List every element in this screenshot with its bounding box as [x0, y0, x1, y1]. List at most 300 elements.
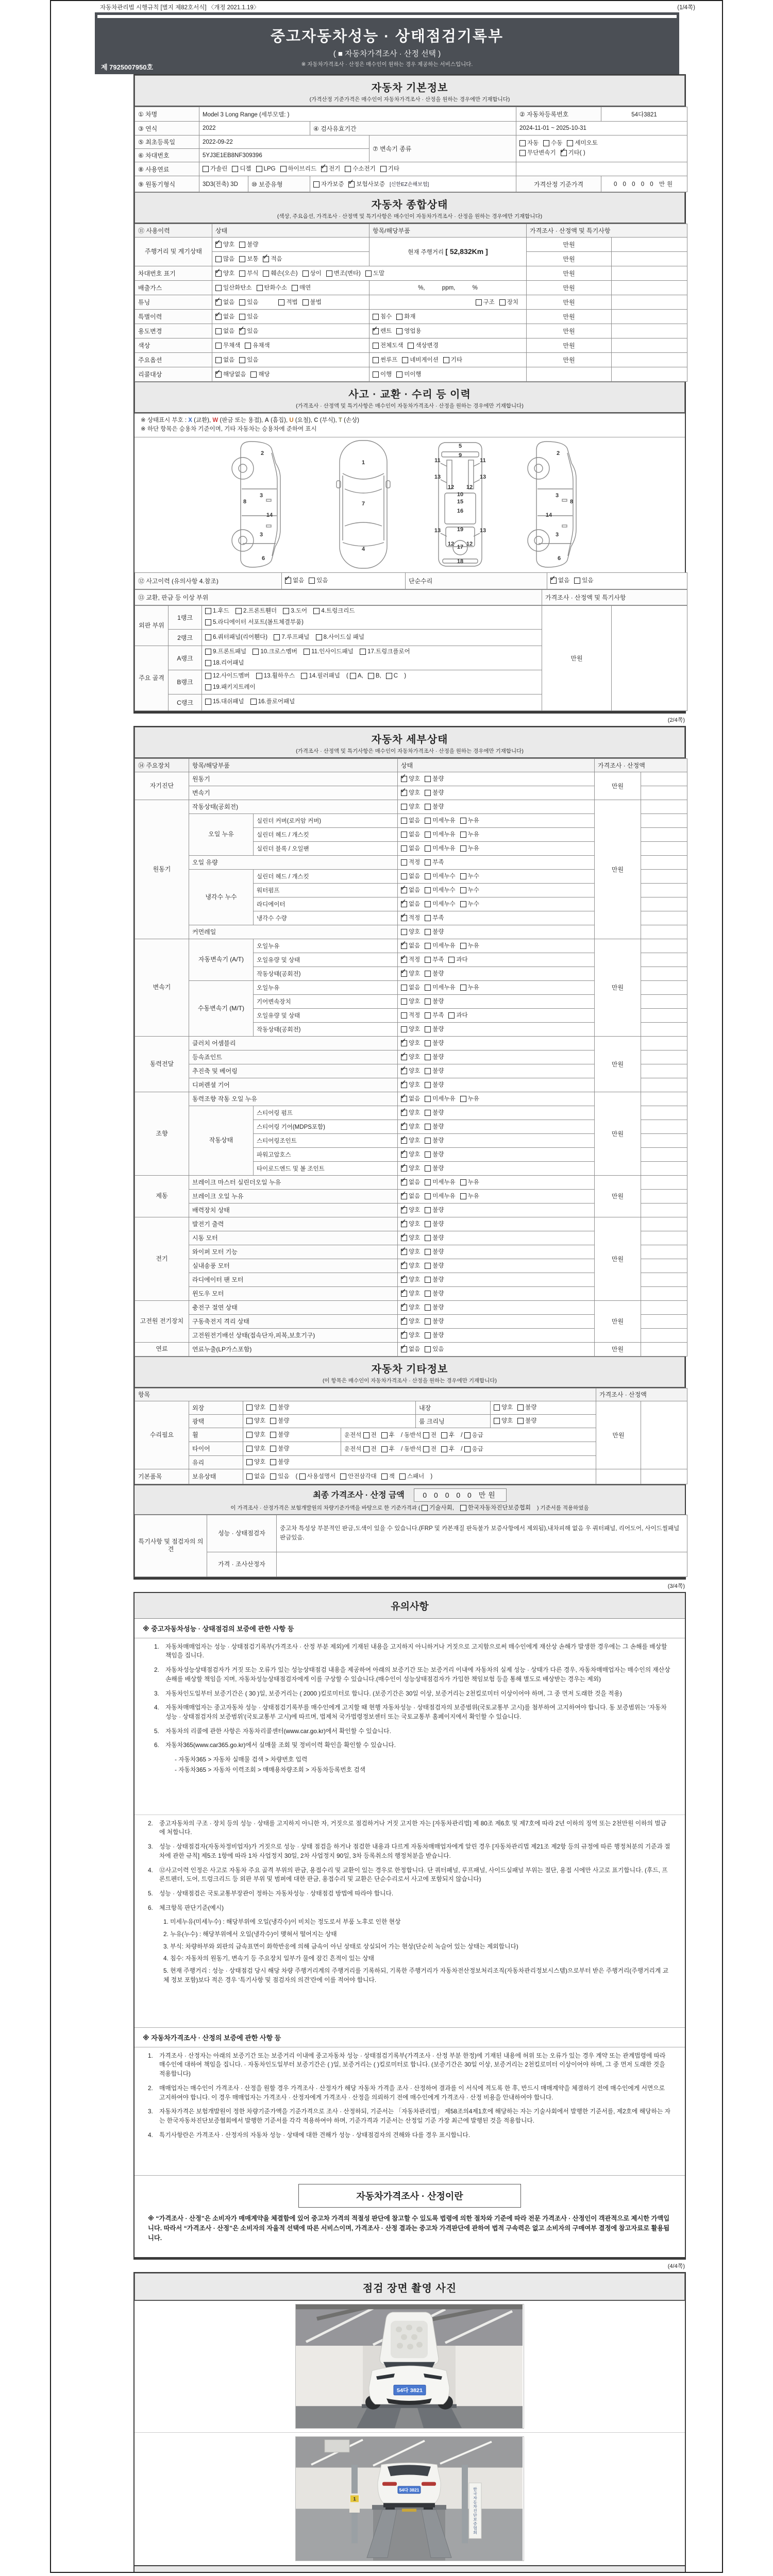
- checkbox-box: [425, 1221, 431, 1227]
- checkbox-19.패키지트레이[interactable]: [205, 684, 256, 691]
- td-element: [641, 1106, 687, 1120]
- checkbox-매연[interactable]: [292, 284, 311, 292]
- checkbox-적음[interactable]: [263, 256, 282, 263]
- checkbox-전[interactable]: [363, 1446, 377, 1453]
- checkbox-미세누수[interactable]: [425, 901, 455, 908]
- td-element: [398, 1036, 595, 1050]
- td-element: 스티어링 펌프: [254, 1106, 398, 1120]
- checkbox-과다[interactable]: [448, 956, 467, 963]
- checkbox-양호[interactable]: [401, 1290, 420, 1297]
- checkbox-양호[interactable]: [401, 803, 420, 810]
- checkbox-6.쿼터패널(리어휀다)[interactable]: [205, 634, 267, 641]
- checkbox-양호[interactable]: [401, 998, 420, 1005]
- checkbox-누유[interactable]: [460, 831, 479, 838]
- checkbox-label: 미세누수: [432, 887, 456, 893]
- checkbox-누수[interactable]: [460, 887, 479, 894]
- section-subtitle: (가격조사 · 산정액 및 특기사항은 매수인이 자동차가격조사 · 산정을 원하는 경우에만 기재합니다): [296, 403, 524, 409]
- tr-element: [135, 1217, 687, 1231]
- checkbox-양호[interactable]: [401, 1276, 420, 1283]
- checkbox-없음[interactable]: [215, 313, 234, 320]
- checkbox-미세누유[interactable]: [425, 1179, 455, 1186]
- td-element: [641, 855, 687, 869]
- checkbox-없음[interactable]: [246, 1473, 265, 1480]
- checkbox-잭[interactable]: [381, 1473, 395, 1480]
- checkbox-없음[interactable]: [401, 1346, 420, 1353]
- tbody-element: [135, 1515, 687, 1577]
- td-element: [398, 1300, 595, 1314]
- checkbox-불량[interactable]: [425, 1290, 444, 1297]
- td-element: 만원: [595, 1175, 641, 1217]
- tspan-element: 자: [473, 2495, 477, 2500]
- td-element: 브레이크 오일 누유: [189, 1189, 398, 1203]
- checkbox-있음[interactable]: [425, 1346, 444, 1353]
- checkbox-없음[interactable]: [215, 357, 234, 364]
- checkbox-도말[interactable]: [365, 270, 384, 277]
- checkbox-불량[interactable]: [425, 1276, 444, 1283]
- checkbox-12.사이드멤버[interactable]: [205, 672, 250, 680]
- td-element: [547, 572, 687, 589]
- checkbox-이행[interactable]: [373, 371, 392, 378]
- td-element: [612, 252, 687, 266]
- checkbox-양호[interactable]: [401, 1234, 420, 1242]
- checkbox-box: [350, 673, 356, 679]
- checkbox-양호[interactable]: [401, 1221, 420, 1228]
- tr-element: [135, 939, 687, 953]
- td-element: [202, 605, 542, 630]
- checkbox-색상변경[interactable]: [408, 342, 438, 349]
- line-element: [474, 463, 480, 466]
- checkbox-불량[interactable]: [270, 1445, 289, 1452]
- td-element: [212, 295, 369, 310]
- checkbox-불량[interactable]: [425, 789, 444, 796]
- checkbox-네비게이션[interactable]: [402, 357, 439, 364]
- checkbox-불량[interactable]: [425, 1067, 444, 1075]
- checkbox-디젤[interactable]: [232, 165, 251, 173]
- rect-element: [386, 481, 390, 488]
- td-element: [398, 1161, 595, 1175]
- checkbox-없음[interactable]: [401, 1095, 420, 1103]
- checkbox-양호[interactable]: [246, 1431, 265, 1438]
- td-element: [641, 1286, 687, 1300]
- checkbox-영업용[interactable]: [396, 328, 421, 335]
- checkbox-양호[interactable]: [246, 1404, 265, 1411]
- checkbox-4.트렁크리드[interactable]: [313, 607, 355, 615]
- td-element: [398, 1064, 595, 1078]
- checkbox-양호[interactable]: [401, 1109, 420, 1116]
- panel-number-5: 5: [458, 443, 462, 449]
- checkbox-label: 미세누수: [432, 873, 456, 879]
- checkbox-box: [494, 1418, 500, 1424]
- checkbox-불량[interactable]: [425, 970, 444, 977]
- checkbox-label: 렌트: [380, 328, 392, 334]
- checkbox-보통[interactable]: [239, 256, 258, 263]
- checkbox-box: [401, 1221, 407, 1227]
- checkbox-후[interactable]: [381, 1446, 395, 1453]
- checkbox-불량[interactable]: [425, 1040, 444, 1047]
- checkbox-후[interactable]: [441, 1432, 455, 1439]
- td-element: [398, 1328, 595, 1342]
- page-marker-2: (2/4쪽): [667, 717, 685, 723]
- checkbox-양호[interactable]: [215, 241, 234, 248]
- notice-item: [148, 1904, 671, 1913]
- checkbox-18.리어패널[interactable]: [205, 659, 244, 667]
- checkbox-전체도색[interactable]: [373, 342, 403, 349]
- checkbox-양호[interactable]: [401, 1123, 420, 1130]
- path-element: [272, 453, 277, 556]
- page-marker-1: (1/4쪽): [677, 5, 695, 11]
- checkbox-label: 과다: [456, 956, 468, 963]
- checkbox-하이브리드[interactable]: [280, 165, 317, 173]
- checkbox-불량[interactable]: [425, 928, 444, 936]
- checkbox-box: [425, 1179, 431, 1185]
- checkbox-안전삼각대[interactable]: [340, 1473, 377, 1480]
- checkbox-많음[interactable]: [215, 256, 234, 263]
- checkbox-있음[interactable]: [239, 357, 258, 364]
- checkbox-15.대쉬패널[interactable]: [205, 698, 244, 705]
- checkbox-없음[interactable]: [401, 817, 420, 824]
- checkbox-불량[interactable]: [425, 1262, 444, 1269]
- td-element: [369, 310, 527, 324]
- checkbox-label: 양호: [409, 1081, 421, 1088]
- checkbox-화재[interactable]: [396, 313, 415, 320]
- checkbox-있음[interactable]: [309, 577, 328, 584]
- checkbox-box: [239, 242, 245, 248]
- checkbox-불량[interactable]: [239, 241, 258, 248]
- checkbox-전[interactable]: [363, 1432, 377, 1439]
- checkbox-불량[interactable]: [425, 1026, 444, 1033]
- checkbox-불량[interactable]: [425, 1304, 444, 1311]
- span-element: 3. 부식: 차량하부와 외판의 금속표면이 화학반응에 의해 금속이 아닌 상태로 상실되어 가는 현상(단순히 녹슬어 있는 상태는 제외합니다): [163, 1942, 518, 1950]
- checkbox-스패너[interactable]: [399, 1473, 424, 1480]
- checkbox-label: 양호: [409, 970, 421, 977]
- checkbox-가솔린[interactable]: [203, 165, 227, 173]
- checkbox-box: [205, 673, 211, 679]
- checkbox-label: 한국자동차진단보증협회: [467, 1504, 531, 1511]
- checkbox-부족[interactable]: [425, 859, 444, 866]
- checkbox-없음[interactable]: [401, 942, 420, 950]
- checkbox-불량[interactable]: [270, 1417, 289, 1425]
- td-element: [641, 1328, 687, 1342]
- checkbox-label: 응급: [472, 1446, 483, 1452]
- checkbox-양호[interactable]: [246, 1445, 265, 1452]
- checkbox-양호[interactable]: [401, 1207, 420, 1214]
- checkbox-B,[interactable]: [368, 672, 381, 680]
- checkbox-없음[interactable]: [401, 831, 420, 838]
- checkbox-후[interactable]: [441, 1446, 455, 1453]
- checkbox-자동[interactable]: [519, 140, 539, 147]
- checkbox-적정[interactable]: [401, 956, 420, 963]
- checkbox-구조[interactable]: [476, 299, 495, 306]
- checkbox-자가보증[interactable]: [313, 181, 344, 188]
- checkbox-label: 양호: [409, 789, 421, 796]
- checkbox-기타( )[interactable]: [561, 149, 585, 157]
- td-element: 만원: [527, 281, 612, 295]
- checkbox-13.휠하우스[interactable]: [256, 672, 295, 680]
- checkbox-box: [270, 1404, 276, 1411]
- checkbox-부족[interactable]: [425, 956, 444, 963]
- checkbox-양호[interactable]: [215, 270, 234, 277]
- checkbox-양호[interactable]: [401, 1248, 420, 1256]
- checkbox-label: 부족: [432, 914, 444, 921]
- checkbox-양호[interactable]: [401, 970, 420, 977]
- checkbox-양호[interactable]: [401, 1026, 420, 1033]
- checkbox-label: 불량: [432, 928, 444, 935]
- checkbox-양호[interactable]: [401, 1040, 420, 1047]
- checkbox-양호[interactable]: [401, 1081, 420, 1089]
- checkbox-LPG[interactable]: [256, 165, 276, 173]
- checkbox-C[interactable]: [386, 672, 398, 680]
- checkbox-label: 불량: [432, 1276, 444, 1283]
- tr-element: [135, 1388, 687, 1401]
- panel-number-1: 1: [361, 459, 365, 466]
- checkbox-부식[interactable]: [239, 270, 258, 277]
- checkbox-누유[interactable]: [460, 817, 479, 824]
- checkbox-기타[interactable]: [443, 357, 462, 364]
- checkbox-미세누유[interactable]: [425, 817, 455, 824]
- panel-number-12: 12: [466, 484, 473, 490]
- td-element: [369, 367, 527, 382]
- checkbox-불법[interactable]: [303, 299, 322, 306]
- checkbox-label: 누수: [467, 873, 479, 879]
- checkbox-사용설명서[interactable]: [299, 1473, 336, 1480]
- checkbox-없음[interactable]: [401, 1193, 420, 1200]
- td-element: [398, 772, 595, 786]
- checkbox-불량[interactable]: [425, 1081, 444, 1089]
- checkbox-없음[interactable]: [401, 1179, 420, 1186]
- checkbox-누유[interactable]: [460, 1095, 479, 1103]
- diagram-note: ※ 하단 항목은 승용차 기준이며, 기타 자동차는 승용차에 준하여 표시: [141, 426, 317, 433]
- checkbox-box: [278, 299, 284, 306]
- checkbox-불량[interactable]: [270, 1459, 289, 1466]
- checkbox-양호[interactable]: [494, 1404, 513, 1411]
- checkbox-있음[interactable]: [239, 313, 258, 320]
- checkbox-불량[interactable]: [425, 1137, 444, 1144]
- checkbox-누수[interactable]: [460, 873, 479, 880]
- checkbox-없음[interactable]: [215, 328, 234, 335]
- checkbox-적정[interactable]: [401, 914, 420, 922]
- checkbox-8.사이드실 패널[interactable]: [316, 634, 364, 641]
- checkbox-불량[interactable]: [425, 1165, 444, 1172]
- checkbox-누수[interactable]: [460, 901, 479, 908]
- checkbox-없음[interactable]: [401, 887, 420, 894]
- checkbox-있음[interactable]: [239, 299, 258, 306]
- checkbox-양호[interactable]: [401, 928, 420, 936]
- checkbox-7.루프패널[interactable]: [274, 634, 309, 641]
- checkbox-불량[interactable]: [425, 1207, 444, 1214]
- checkbox-후[interactable]: [381, 1432, 395, 1439]
- checkbox-label: 양호: [501, 1404, 513, 1411]
- checkbox-있음[interactable]: [574, 577, 593, 584]
- checkbox-9.프론트패널[interactable]: [205, 648, 246, 655]
- checkbox-침수[interactable]: [373, 313, 392, 320]
- checkbox-없음[interactable]: [401, 845, 420, 852]
- checkbox-상이[interactable]: [303, 270, 322, 277]
- checkbox-무단변속기[interactable]: [519, 149, 556, 157]
- checkbox-변조(변타)[interactable]: [326, 270, 361, 277]
- checkbox-불량[interactable]: [425, 1151, 444, 1158]
- checkbox-불량[interactable]: [517, 1417, 536, 1425]
- checkbox-1.후드[interactable]: [205, 607, 229, 615]
- checkbox-장치[interactable]: [499, 299, 518, 306]
- checkbox-기타[interactable]: [380, 165, 399, 173]
- checkbox-2.프론트휀더[interactable]: [236, 607, 277, 615]
- checkbox-불량[interactable]: [425, 998, 444, 1005]
- td-element: 항목/해당부품: [369, 224, 527, 238]
- notice-item: [148, 1889, 671, 1899]
- checkbox-부족[interactable]: [425, 1012, 444, 1019]
- checkbox-적정[interactable]: [401, 1012, 420, 1019]
- checkbox-box: [274, 634, 280, 640]
- checkbox-기술사회,[interactable]: [422, 1504, 454, 1512]
- association-sign: [473, 2486, 477, 2534]
- checkbox-불량[interactable]: [425, 775, 444, 783]
- checkbox-전[interactable]: [423, 1432, 436, 1439]
- checkbox-A,[interactable]: [350, 672, 363, 680]
- checkbox-box: [401, 1304, 407, 1311]
- checkbox-양호[interactable]: [246, 1417, 265, 1425]
- checkbox-양호[interactable]: [401, 1067, 420, 1075]
- panel-number-3: 3: [555, 531, 559, 538]
- checkbox-불량[interactable]: [425, 1054, 444, 1061]
- checkbox-누유[interactable]: [460, 1179, 479, 1186]
- checkbox-label: 불량: [278, 1404, 290, 1411]
- checkbox-양호[interactable]: [401, 1137, 420, 1144]
- checkbox-label: 불량: [432, 1207, 444, 1213]
- checkbox-미세누유[interactable]: [425, 984, 455, 991]
- overall-status-table-container: [135, 224, 685, 382]
- checkbox-양호[interactable]: [246, 1459, 265, 1466]
- checkbox-불량[interactable]: [270, 1431, 289, 1438]
- checkbox-불량[interactable]: [425, 1234, 444, 1242]
- checkbox-있음[interactable]: [239, 328, 258, 335]
- checkbox-불량[interactable]: [425, 1109, 444, 1116]
- checkbox-없음[interactable]: [401, 901, 420, 908]
- checkbox-14.필러패널[interactable]: [301, 672, 340, 680]
- checkbox-전기[interactable]: [321, 165, 340, 173]
- checkbox-양호[interactable]: [401, 775, 420, 783]
- checkbox-적정[interactable]: [401, 859, 420, 866]
- checkbox-미세누유[interactable]: [425, 1193, 455, 1200]
- checkbox-누유[interactable]: [460, 1193, 479, 1200]
- checkbox-미세누유[interactable]: [425, 845, 455, 852]
- panel-number-12: 12: [447, 484, 455, 490]
- checkbox-미세누수[interactable]: [425, 887, 455, 894]
- checkbox-일산화탄소[interactable]: [215, 284, 252, 292]
- checkbox-양호[interactable]: [401, 1151, 420, 1158]
- section-other-info: [135, 1357, 685, 1388]
- td-element: 만원: [595, 772, 641, 800]
- checkbox-미세누유[interactable]: [425, 831, 455, 838]
- checkbox-썬루프[interactable]: [373, 357, 397, 364]
- checkbox-16.플로어패널[interactable]: [250, 698, 295, 705]
- checkbox-양호[interactable]: [401, 789, 420, 796]
- checkbox-누유[interactable]: [460, 845, 479, 852]
- checkbox-양호[interactable]: [401, 1262, 420, 1269]
- span-element: 3.: [148, 1843, 153, 1851]
- checkbox-양호[interactable]: [401, 1332, 420, 1339]
- rect-element: [562, 499, 567, 501]
- checkbox-응급[interactable]: [464, 1432, 483, 1439]
- checkbox-불량[interactable]: [425, 1332, 444, 1339]
- checkbox-렌트[interactable]: [373, 328, 392, 335]
- checkbox-미세누유[interactable]: [425, 942, 455, 950]
- td-element: 스티어링 기어(MDPS포함): [254, 1120, 398, 1133]
- td-element: 윈도우 모터: [189, 1286, 398, 1300]
- checkbox-5.라디에이터 서포트(볼트체결부품)[interactable]: [205, 619, 304, 626]
- td-element: 만원: [595, 1217, 641, 1300]
- checkbox-11.인사이드패널[interactable]: [304, 648, 354, 655]
- checkbox-label: 누유: [467, 817, 479, 824]
- checkbox-적법[interactable]: [278, 299, 297, 306]
- checkbox-있음[interactable]: [270, 1473, 289, 1480]
- checkbox-불량[interactable]: [425, 1221, 444, 1228]
- checkbox-미세누수[interactable]: [425, 873, 455, 880]
- checkbox-없음[interactable]: [550, 577, 569, 584]
- checkbox-보험사보증[interactable]: [348, 181, 385, 188]
- checkbox-세미오토[interactable]: [567, 140, 597, 147]
- checkbox-양호[interactable]: [401, 1054, 420, 1061]
- checkbox-없음[interactable]: [401, 873, 420, 880]
- checkbox-label: 상이: [310, 270, 322, 277]
- notice-item: [154, 1666, 671, 1684]
- checkbox-양호[interactable]: [401, 1318, 420, 1325]
- checkbox-부족[interactable]: [425, 914, 444, 922]
- checkbox-label: 있음: [278, 1473, 290, 1480]
- checkbox-전[interactable]: [423, 1446, 436, 1453]
- checkbox-label: 양호: [409, 1109, 421, 1116]
- checkbox-없음[interactable]: [215, 299, 234, 306]
- checkbox-불량[interactable]: [425, 803, 444, 810]
- checkbox-10.크로스멤버[interactable]: [253, 648, 297, 655]
- checkbox-양호[interactable]: [401, 1304, 420, 1311]
- checkbox-유채색[interactable]: [245, 342, 270, 349]
- checkbox-미세누유[interactable]: [425, 1095, 455, 1103]
- checkbox-탄화수소[interactable]: [257, 284, 287, 292]
- checkbox-누유[interactable]: [460, 984, 479, 991]
- checkbox-양호[interactable]: [401, 1165, 420, 1172]
- checkbox-수소전기[interactable]: [345, 165, 375, 173]
- checkbox-해당[interactable]: [250, 371, 270, 378]
- checkbox-응급[interactable]: [464, 1446, 483, 1453]
- checkbox-과다[interactable]: [448, 1012, 467, 1019]
- checkbox-box: [401, 1318, 407, 1325]
- checkbox-불량[interactable]: [425, 1123, 444, 1130]
- checkbox-17.트렁크플로어[interactable]: [360, 648, 410, 655]
- td-element: [641, 953, 687, 967]
- checkbox-누유[interactable]: [460, 942, 479, 950]
- checkbox-label: 불량: [432, 1262, 444, 1269]
- checkbox-3.도어[interactable]: [283, 607, 307, 615]
- checkbox-불량[interactable]: [425, 1318, 444, 1325]
- span-element: 자동차가격은 보험개발원이 정한 차량기준가액을 기준가격으로 조사 · 산정하되, 기준서는 「자동차관리법」 제58조의4제1호에 해당하는 자는 기술사회에서 발행한 기준서를, 제2호에 해당하는 자는 한국자동차진단보증협회에서 발행한 기준서를 각각 적용하여야 하며, 기준가격과 기준서는 산정일 기준 가장 최근에 발행된 것을 적용합니다.: [159, 2108, 670, 2124]
- checkbox-수동[interactable]: [543, 140, 562, 147]
- checkbox-불량[interactable]: [517, 1404, 536, 1411]
- checkbox-무채색[interactable]: [215, 342, 240, 349]
- damage-code-C: C: [314, 417, 318, 423]
- checkbox-불량[interactable]: [270, 1404, 289, 1411]
- checkbox-불량[interactable]: [425, 1248, 444, 1256]
- checkbox-없음[interactable]: [401, 984, 420, 991]
- checkbox-한국자동차진단보증협회[interactable]: [460, 1504, 531, 1512]
- td-element: [398, 786, 595, 800]
- checkbox-훼손(오손)[interactable]: [263, 270, 297, 277]
- checkbox-box: [460, 1179, 466, 1185]
- td-element: [369, 295, 527, 310]
- checkbox-미이행[interactable]: [396, 371, 421, 378]
- checkbox-해당없음[interactable]: [215, 371, 246, 378]
- checkbox-양호[interactable]: [494, 1417, 513, 1425]
- checkbox-없음[interactable]: [285, 577, 304, 584]
